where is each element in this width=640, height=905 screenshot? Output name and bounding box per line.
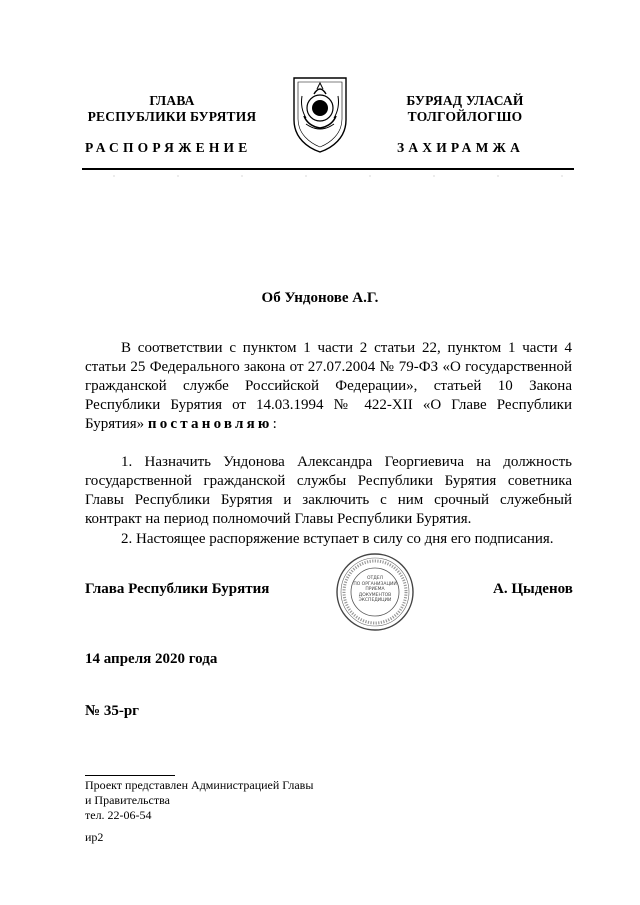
footer-line4: ир2 [85, 830, 104, 844]
preamble [85, 339, 572, 434]
header-left-line1: ГЛАВА [149, 93, 195, 108]
header-left [82, 93, 262, 125]
header-right-line2: ТОЛГОЙЛОГШО [407, 109, 523, 124]
official-stamp [335, 552, 415, 632]
document-title: Об Ундонове А.Г. [261, 290, 379, 306]
header-dotted-line [82, 175, 574, 177]
header-right [375, 93, 555, 125]
item-2: 2. Настоящее распоряжение вступает в силу со дня его подписания. [121, 531, 554, 547]
stamp-text: ОТДЕЛ ПО ОРГАНИЗАЦИИ ПРИЕМА ДОКУМЕНТОВ ЭКСПЕДИЦИИ [353, 576, 397, 603]
footer-note [85, 778, 313, 845]
header-left-line2: РЕСПУБЛИКИ БУРЯТИЯ [87, 109, 257, 124]
document-number: № 35-рг [85, 703, 139, 719]
preamble-text: В соответствии с пунктом 1 части 2 статьи 22, пунктом 1 части 4 статьи 25 Федерального закона от 27.07.2004 № 79-ФЗ «О государственной гражданской службе Российской Федерации», статьей 10 Закона Республики Бурятия от 14.03.1994 № 422-XII «О Главе Республики Бурятия» [85, 340, 572, 432]
footer-line1: Проект представлен Администрацией Главы [85, 778, 314, 792]
header-right-line1: БУРЯАД УЛАСАЙ [406, 93, 524, 108]
footer-line2: и Правительства [85, 793, 170, 807]
decree-word: постановляю [147, 416, 273, 432]
signature-name: А. Цыденов [493, 581, 573, 597]
item-1: 1. Назначить Ундонова Александра Георгиевича на должность государственной гражданской службы Республики Бурятия советника Главы Республики Бурятия и заключить с ним срочный служебный контракт на период полномочий Главы Республики Бурятия. [85, 454, 572, 527]
doc-type-ru: РАСПОРЯЖЕНИЕ [85, 140, 252, 155]
document-date: 14 апреля 2020 года [85, 651, 218, 667]
decree-colon: : [272, 416, 277, 432]
header-rule [82, 168, 574, 170]
footer-line3: тел. 22-06-54 [85, 808, 152, 822]
footer-rule [85, 775, 175, 776]
doc-type-bua: ЗАХИРАМЖА [397, 140, 525, 155]
coat-of-arms-icon [288, 74, 352, 154]
signature-position: Глава Республики Бурятия [85, 581, 270, 597]
